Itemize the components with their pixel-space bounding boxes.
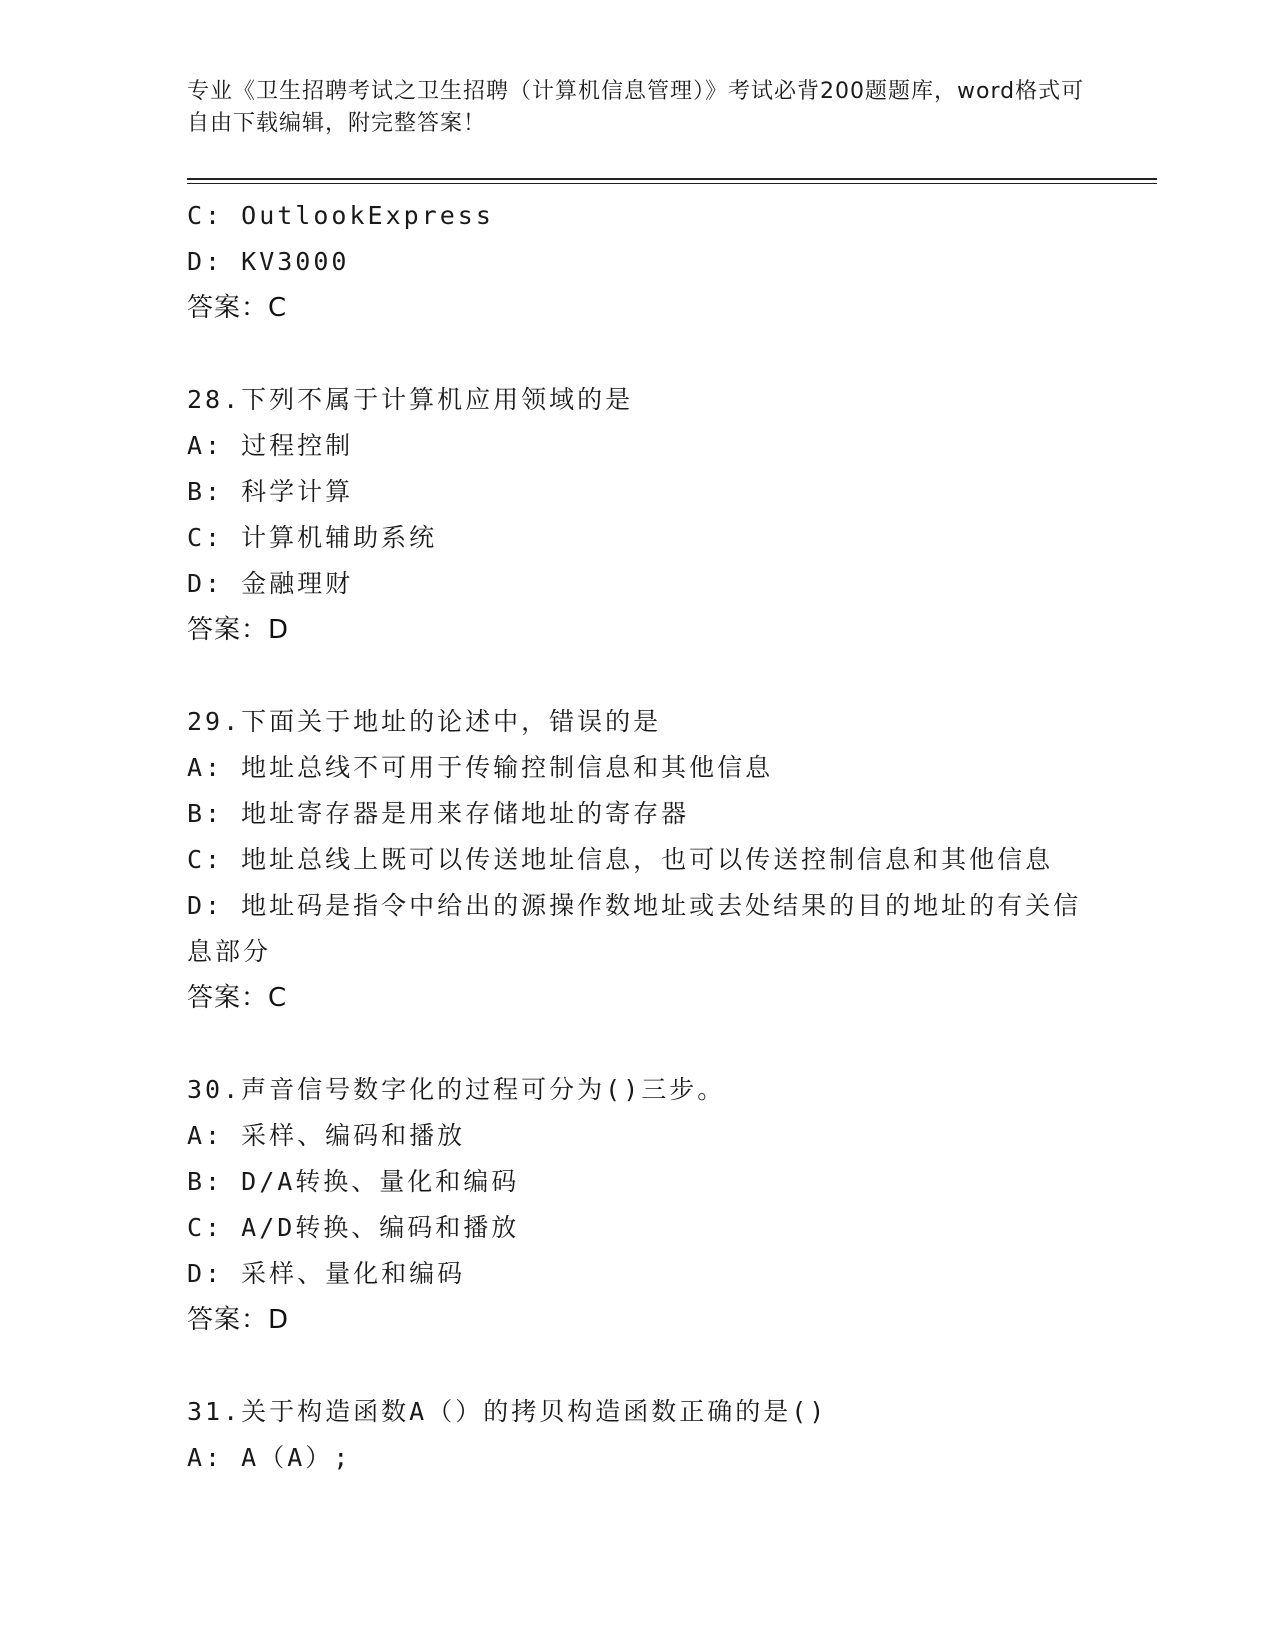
answer-line: 答案：D bbox=[187, 1305, 290, 1335]
option-line: D: KV3000 bbox=[187, 247, 350, 276]
option-line: A: 地址总线不可用于传输控制信息和其他信息 bbox=[187, 753, 774, 782]
question-stem: 28.下列不属于计算机应用领域的是 bbox=[187, 385, 634, 414]
option-line: D: 金融理财 bbox=[187, 569, 354, 598]
question-stem: 29.下面关于地址的论述中，错误的是 bbox=[187, 707, 662, 736]
answer-line: 答案：D bbox=[187, 615, 290, 645]
document-header: 专业《卫生招聘考试之卫生招聘（计算机信息管理）》考试必背200题题库，word格式可自由下载编辑，附完整答案！ bbox=[187, 79, 1085, 136]
answer-line: 答案：C bbox=[187, 293, 288, 323]
answer-line: 答案：C bbox=[187, 983, 288, 1013]
option-line: C: A/D转换、编码和播放 bbox=[187, 1213, 520, 1242]
option-line: C: 地址总线上既可以传送地址信息，也可以传送控制信息和其他信息 bbox=[187, 845, 1054, 874]
option-line: C: OutlookExpress bbox=[187, 201, 494, 230]
header-divider bbox=[187, 178, 1157, 184]
option-line: C: 计算机辅助系统 bbox=[187, 523, 438, 552]
option-line: B: 地址寄存器是用来存储地址的寄存器 bbox=[187, 799, 690, 828]
option-line: D: 采样、量化和编码 bbox=[187, 1259, 466, 1288]
question-list bbox=[187, 193, 1087, 1481]
option-line: A: 过程控制 bbox=[187, 431, 354, 460]
option-line: B: D/A转换、量化和编码 bbox=[187, 1167, 520, 1196]
option-line: A: 采样、编码和播放 bbox=[187, 1121, 466, 1150]
question-stem: 30.声音信号数字化的过程可分为()三步。 bbox=[187, 1075, 726, 1104]
option-line: D: 地址码是指令中给出的源操作数地址或去处结果的目的地址的有关信息部分 bbox=[187, 891, 1082, 966]
option-line: A: A（A）; bbox=[187, 1443, 352, 1472]
option-line: B: 科学计算 bbox=[187, 477, 354, 506]
question-stem: 31.关于构造函数A（）的拷贝构造函数正确的是() bbox=[187, 1397, 828, 1426]
